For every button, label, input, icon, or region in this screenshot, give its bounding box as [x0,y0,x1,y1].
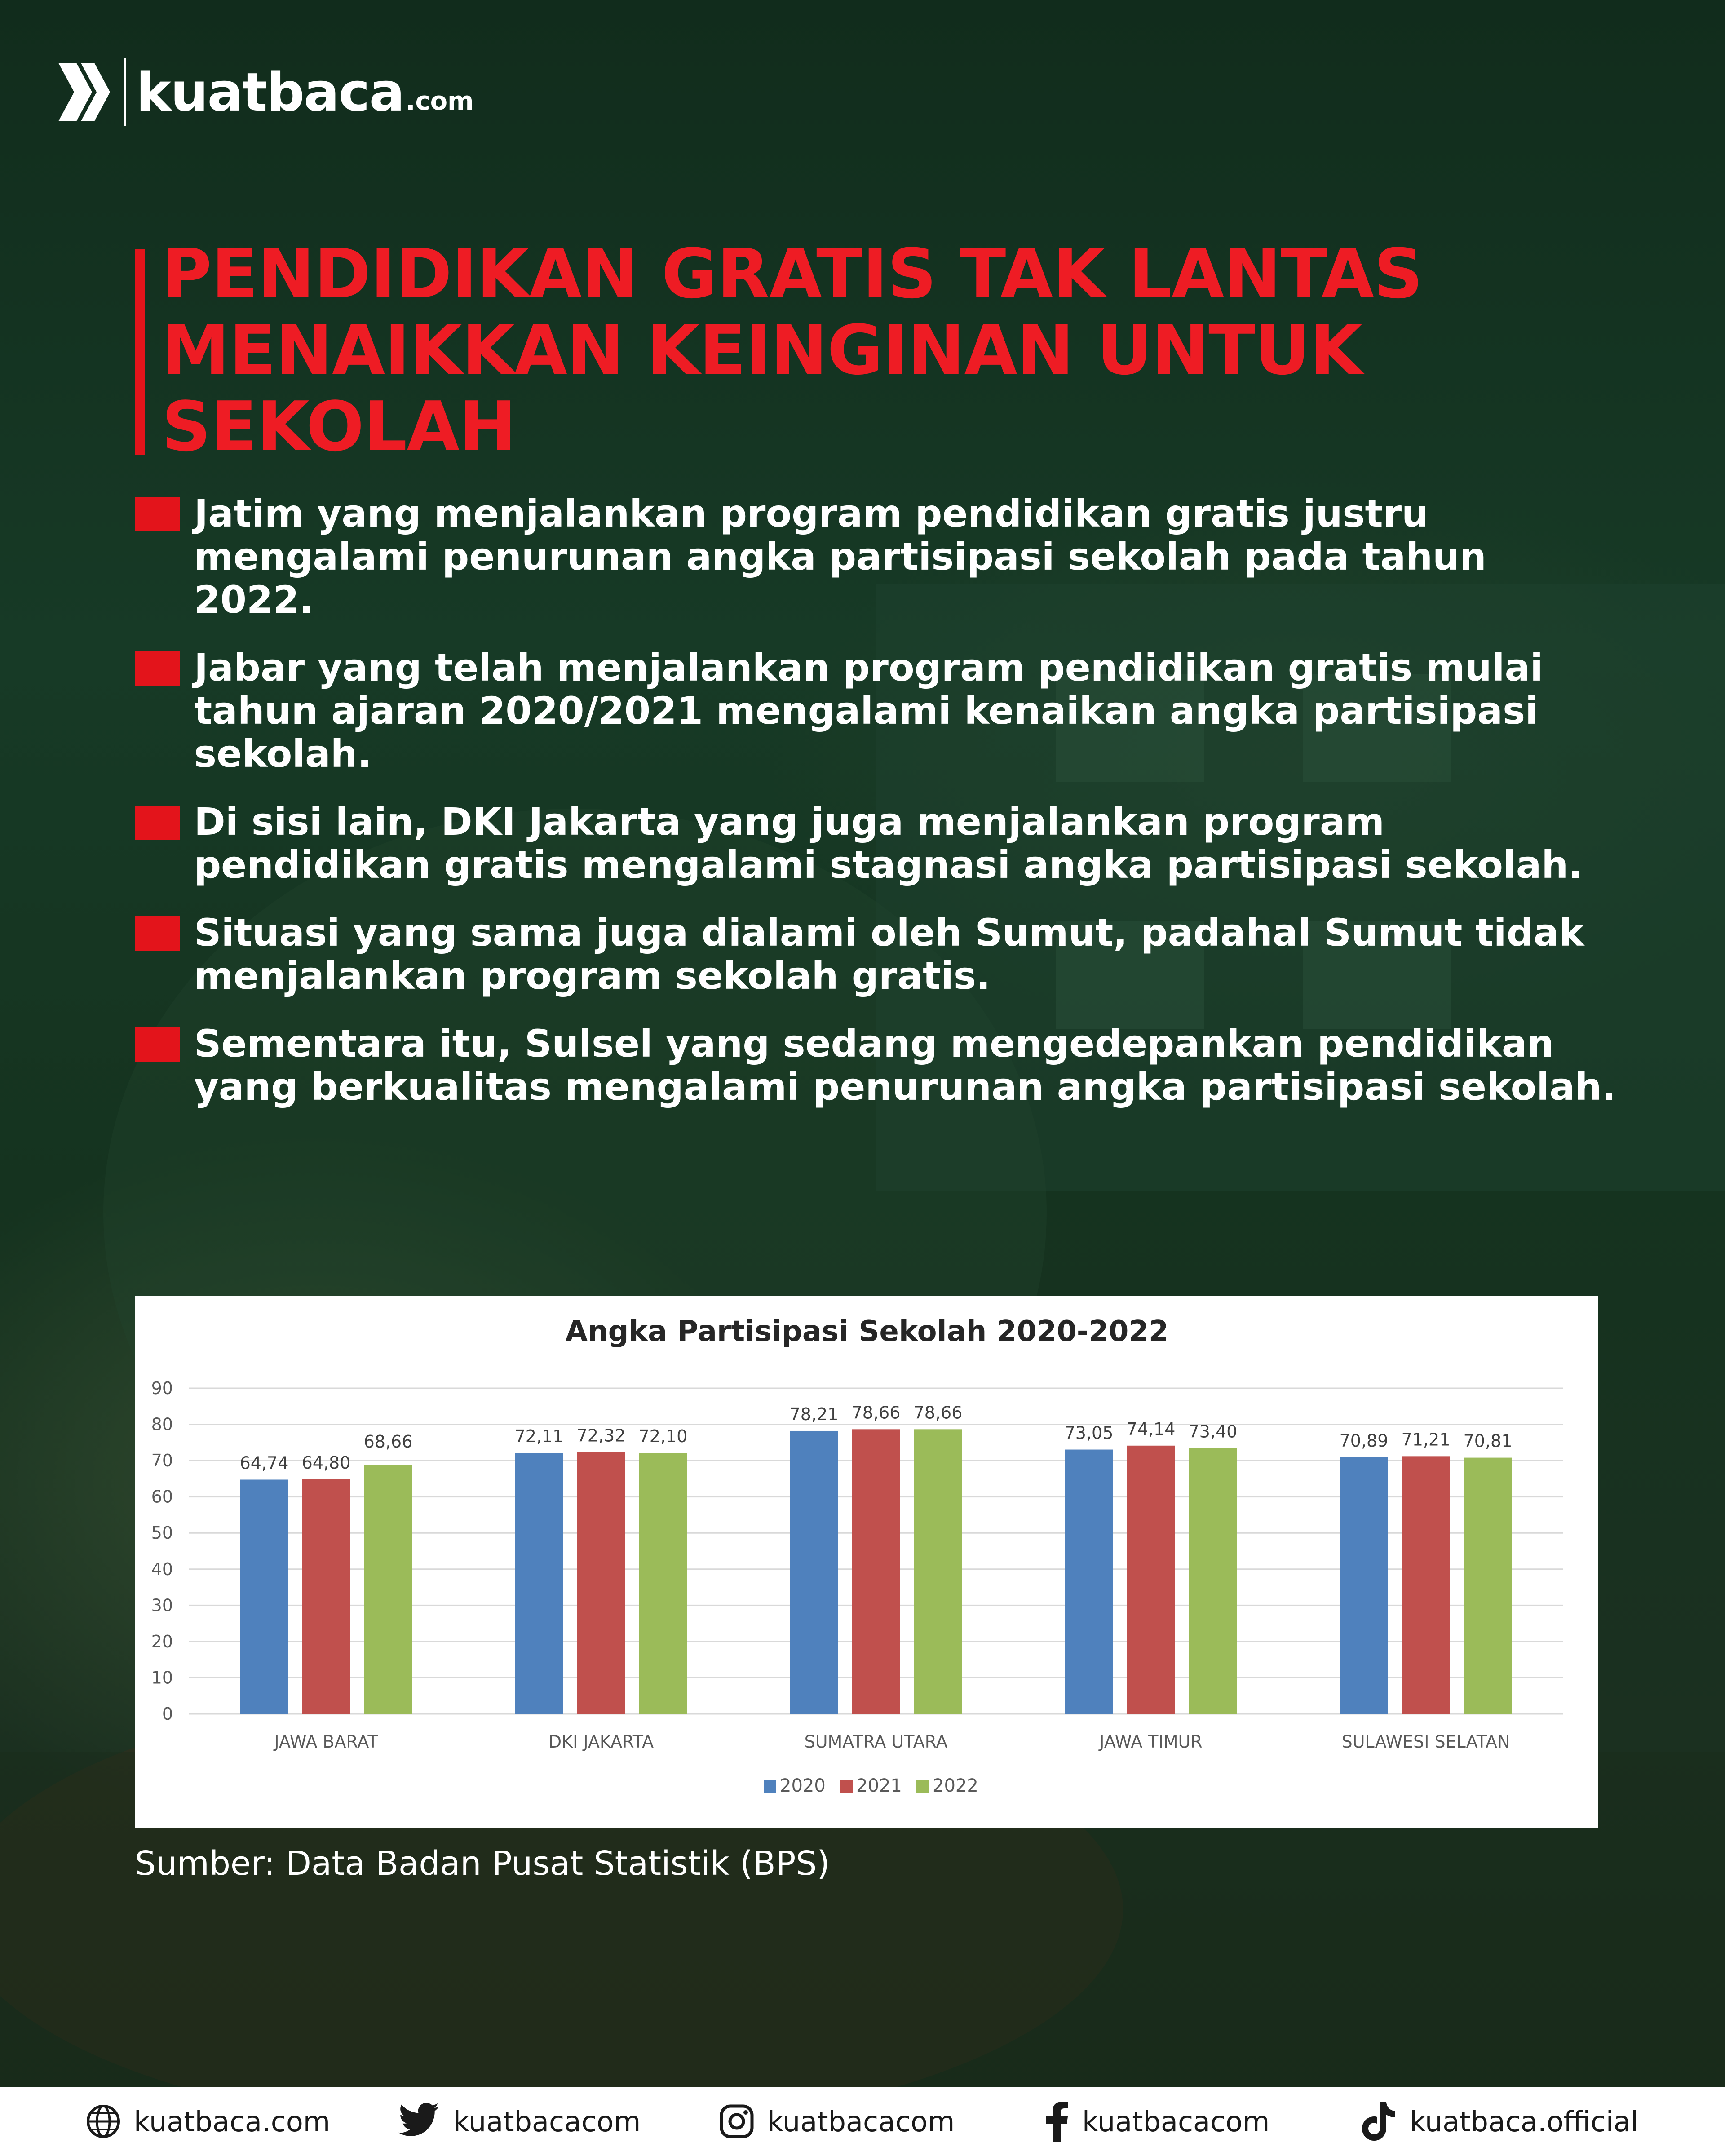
data-label: 64,80 [301,1453,351,1473]
data-label: 72,10 [638,1426,688,1447]
bullet-text: Jatim yang menjalankan program pendidikan gratis justru mengalami penurunan angka partisipasi sekolah pada tahun 2022. [194,491,1486,622]
legend-swatch [764,1780,776,1793]
kuatbaca-logo-icon [56,58,115,126]
bar [1340,1457,1388,1714]
footer-facebook[interactable] [1044,2087,1269,2156]
page-title: PENDIDIKAN GRATIS TAK LANTAS MENAIKKAN KEINGINAN UNTUK SEKOLAH [162,234,1423,466]
y-tick-label: 70 [151,1451,173,1471]
bar [852,1429,900,1714]
data-label: 73,40 [1188,1421,1238,1442]
bar-chart [135,1296,1598,1828]
data-label: 73,05 [1064,1423,1114,1443]
brand-logo [56,56,473,128]
brand-suffix: .com [406,86,474,116]
instagram-label: kuatbacacom [767,2105,955,2138]
bullet-text: Sementara itu, Sulsel yang sedang mengedepankan pendidikan yang berkualitas mengalami penurunan angka partisipasi sekolah. [194,1022,1616,1109]
bar [1065,1450,1113,1714]
tiktok-icon [1361,2101,1397,2142]
x-tick-label: SULAWESI SELATAN [1341,1732,1510,1752]
y-tick-label: 10 [151,1668,173,1688]
y-tick-label: 20 [151,1631,173,1651]
y-tick-label: 40 [151,1559,173,1579]
chart-title: Angka Partisipasi Sekolah 2020-2022 [565,1315,1169,1348]
bar [914,1429,962,1714]
data-label: 70,89 [1339,1430,1389,1451]
data-label: 78,66 [851,1403,901,1423]
bar [302,1479,350,1714]
bullet-square-icon [135,497,180,531]
bar [1127,1446,1175,1714]
data-label: 74,14 [1126,1419,1176,1439]
bullet-square-icon [135,651,180,686]
y-tick-label: 90 [151,1378,173,1398]
bar [790,1431,838,1714]
bullet-square-icon [135,806,180,840]
brand-name: kuatbaca [136,61,404,123]
bullet-list [135,492,1617,1133]
tiktok-label: kuatbaca.official [1410,2105,1639,2138]
x-tick-label: SUMATRA UTARA [804,1732,948,1752]
data-label: 70,81 [1463,1431,1513,1451]
globe-icon [85,2103,121,2139]
instagram-icon [719,2103,755,2139]
data-label: 78,21 [789,1404,839,1424]
data-label: 72,11 [514,1426,564,1447]
legend-label: 2021 [856,1775,902,1796]
bar [1402,1456,1450,1714]
chart-panel [135,1296,1598,1828]
data-label: 72,32 [576,1426,626,1446]
legend-swatch [916,1780,929,1793]
legend-label: 2020 [780,1775,826,1796]
logo-divider [124,58,126,126]
website-label: kuatbaca.com [134,2105,331,2138]
x-tick-label: DKI JAKARTA [548,1732,654,1752]
bar [1189,1448,1237,1714]
bullet-text: Di sisi lain, DKI Jakarta yang juga menjalankan program pendidikan gratis mengalami stagnasi angka partisipasi sekolah. [194,800,1583,887]
footer-website[interactable] [85,2087,330,2156]
bullet-text: Situasi yang sama juga dialami oleh Sumut, padahal Sumut tidak menjalankan program sekolah gratis. [194,911,1584,998]
y-tick-label: 0 [162,1704,173,1724]
bullet-item [135,492,1617,621]
bullet-square-icon [135,1027,180,1062]
twitter-label: kuatbacacom [453,2105,641,2138]
bullet-text: Jabar yang telah menjalankan program pendidikan gratis mulai tahun ajaran 2020/2021 mengalami kenaikan angka partisipasi sekolah. [194,646,1543,776]
bar [515,1453,563,1714]
social-footer [0,2087,1725,2156]
bar [639,1453,687,1714]
bullet-item [135,1022,1617,1108]
bullet-item [135,646,1617,775]
facebook-label: kuatbacacom [1082,2105,1270,2138]
data-label: 78,66 [913,1403,963,1423]
bar [240,1479,288,1714]
data-label: 71,21 [1401,1430,1451,1450]
facebook-icon [1044,2101,1070,2142]
footer-tiktok[interactable] [1361,2087,1638,2156]
bar [577,1452,625,1714]
title-accent-bar [135,249,145,455]
bullet-square-icon [135,916,180,951]
x-tick-label: JAWA TIMUR [1099,1732,1203,1752]
twitter-icon [398,2103,441,2139]
footer-instagram[interactable] [719,2087,955,2156]
bullet-item [135,800,1617,886]
x-tick-label: JAWA BARAT [274,1732,378,1752]
bullet-item [135,911,1617,997]
footer-twitter[interactable] [398,2087,641,2156]
bar [1464,1458,1512,1714]
legend-swatch [840,1780,853,1793]
y-tick-label: 60 [151,1487,173,1507]
data-label: 64,74 [239,1453,289,1473]
data-label: 68,66 [363,1431,413,1452]
bar [364,1465,412,1714]
y-tick-label: 80 [151,1414,173,1434]
source-note: Sumber: Data Badan Pusat Statistik (BPS) [135,1844,830,1883]
legend-label: 2022 [933,1775,978,1796]
y-tick-label: 50 [151,1523,173,1543]
y-tick-label: 30 [151,1595,173,1616]
